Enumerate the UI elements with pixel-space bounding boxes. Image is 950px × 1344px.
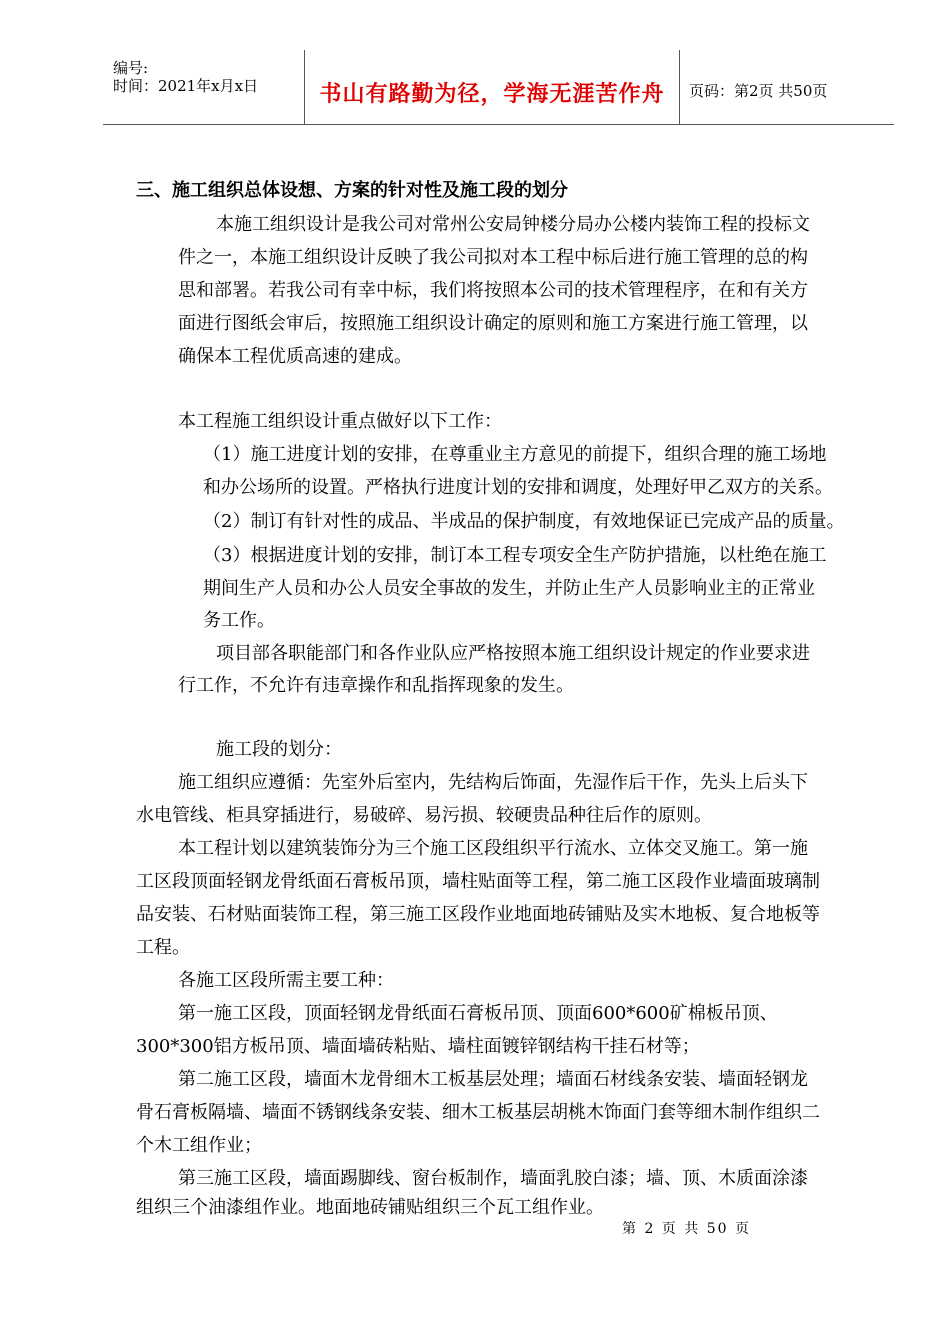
paragraph-line: 个木工组作业； bbox=[136, 1135, 262, 1156]
paragraph-line: 第一施工区段，顶面轻钢龙骨纸面石膏板吊顶、顶面600*600矿棉板吊顶、 bbox=[178, 1003, 778, 1024]
section-title: 三、施工组织总体设想、方案的针对性及施工段的划分 bbox=[136, 180, 568, 201]
paragraph-line: 第二施工区段，墙面木龙骨细木工板基层处理；墙面石材线条安装、墙面轻钢龙 bbox=[178, 1069, 808, 1090]
list-item-line: 期间生产人员和办公人员安全事故的发生，并防止生产人员影响业主的正常业 bbox=[203, 578, 815, 599]
paragraph-line: 面进行图纸会审后，按照施工组织设计确定的原则和施工方案进行施工管理，以 bbox=[178, 313, 808, 334]
page-header bbox=[103, 50, 894, 125]
list-item-line: （2）制订有针对性的成品、半成品的保护制度，有效地保证已完成产品的质量。 bbox=[203, 511, 845, 532]
paragraph-line: 骨石膏板隔墙、墙面不锈钢线条安装、细木工板基层胡桃木饰面门套等细木制作组织二 bbox=[136, 1102, 820, 1123]
paragraph-line: 确保本工程优质高速的建成。 bbox=[178, 346, 412, 367]
paragraph-line: 本施工组织设计是我公司对常州公安局钟楼分局办公楼内装饰工程的投标文 bbox=[216, 214, 810, 235]
list-item-line: 和办公场所的设置。严格执行进度计划的安排和调度，处理好甲乙双方的关系。 bbox=[203, 477, 833, 498]
number-label: 编号: bbox=[113, 59, 149, 77]
paragraph-line: 施工组织应遵循：先室外后室内，先结构后饰面，先湿作后干作，先头上后头下 bbox=[178, 772, 808, 793]
paragraph-line: 项目部各职能部门和各作业队应严格按照本施工组织设计规定的作业要求进 bbox=[216, 643, 810, 664]
paragraph-line: 品安装、石材贴面装饰工程，第三施工区段作业地面地砖铺贴及实木地板、复合地板等 bbox=[136, 904, 820, 925]
list-item-line: （1）施工进度计划的安排，在尊重业主方意见的前提下，组织合理的施工场地 bbox=[203, 444, 827, 465]
paragraph-line: 行工作，不允许有违章操作和乱指挥现象的发生。 bbox=[178, 675, 574, 696]
paragraph-line: 各施工区段所需主要工种： bbox=[178, 970, 394, 991]
paragraph-line: 组织三个油漆组作业。地面地砖铺贴组织三个瓦工组作业。 bbox=[136, 1197, 604, 1218]
paragraph-line: 工程。 bbox=[136, 937, 190, 958]
page-label: 页码：第2页 共50页 bbox=[689, 82, 828, 100]
subheading-line: 施工段的划分： bbox=[216, 739, 342, 760]
header-motto-cell bbox=[305, 50, 680, 124]
paragraph-line: 件之一，本施工组织设计反映了我公司拟对本工程中标后进行施工管理的总的构 bbox=[178, 247, 808, 268]
paragraph-line: 思和部署。若我公司有幸中标，我们将按照本公司的技术管理程序，在和有关方 bbox=[178, 280, 808, 301]
paragraph-line: 水电管线、柜具穿插进行，易破碎、易污损、较硬贵品种往后作的原则。 bbox=[136, 805, 712, 826]
header-left-cell bbox=[103, 50, 305, 124]
paragraph-line: 第三施工区段，墙面踢脚线、窗台板制作，墙面乳胶白漆；墙、顶、木质面涂漆 bbox=[178, 1168, 808, 1189]
list-item-line: 务工作。 bbox=[203, 610, 275, 631]
paragraph-line: 本工程计划以建筑装饰分为三个施工区段组织平行流水、立体交叉施工。第一施 bbox=[178, 838, 808, 859]
paragraph-line: 本工程施工组织设计重点做好以下工作： bbox=[178, 411, 502, 432]
time-label: 时间：2021年x月x日 bbox=[113, 77, 259, 95]
header-motto: 书山有路勤为径，学海无涯苦作舟 bbox=[319, 81, 665, 107]
header-right-cell bbox=[680, 50, 894, 124]
paragraph-line: 300*300铝方板吊顶、墙面墙砖粘贴、墙柱面镀锌钢结构干挂石材等； bbox=[136, 1036, 700, 1057]
page-footer: 第 2 页 共 50 页 bbox=[622, 1221, 751, 1237]
paragraph-line: 工区段顶面轻钢龙骨纸面石膏板吊顶，墙柱贴面等工程，第二施工区段作业墙面玻璃制 bbox=[136, 871, 820, 892]
list-item-line: （3）根据进度计划的安排，制订本工程专项安全生产防护措施，以杜绝在施工 bbox=[203, 545, 827, 566]
